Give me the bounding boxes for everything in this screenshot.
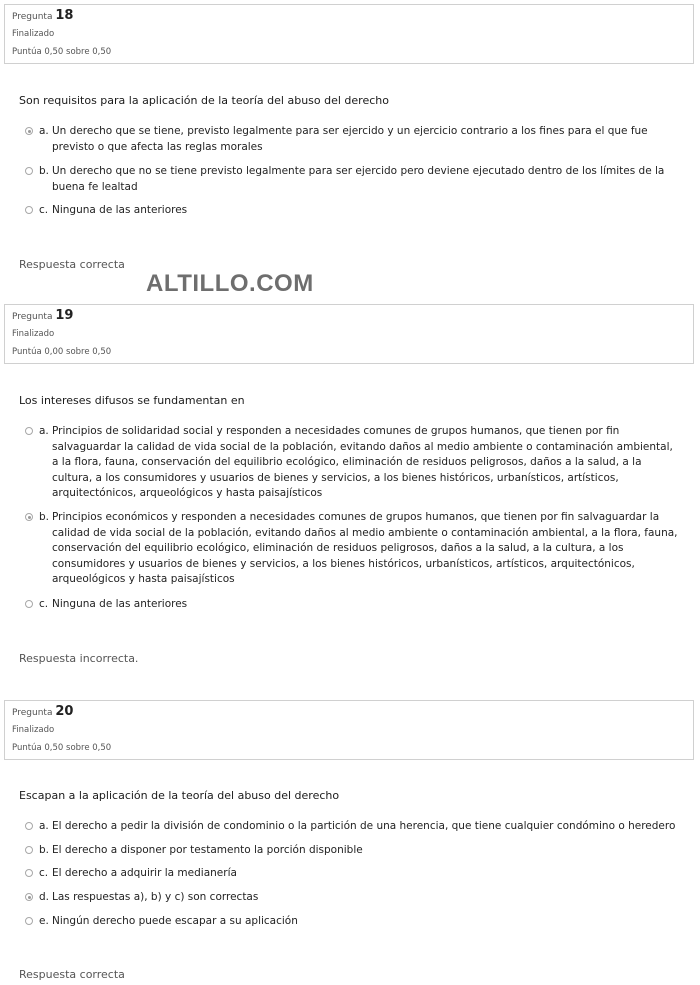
question-label: Pregunta 18 <box>12 8 74 23</box>
question-text: Los intereses difusos se fundamentan en <box>19 394 245 407</box>
question-label: Pregunta 20 <box>12 704 74 719</box>
radio-selected-icon[interactable] <box>25 513 33 521</box>
answer-option-a[interactable]: a. Un derecho que se tiene, previsto legalmente para ser ejercido y un ejercicio contrario a los fines para el que fue previsto o que afecta las reglas morales <box>25 124 680 155</box>
answer-option-b[interactable]: b. Principios económicos y responden a necesidades comunes de grupos humanos, que tienen por fin salvaguardar la calidad de vida social de la población, evitando daños al medio ambiente o contaminación ambiental, a la flora, fauna, conservación del equilibrio ecológico, eliminación de residuos peligrosos, daños a la salud, a la cultura, a los consumidores y usuarios de bienes y servicios, a los bienes históricos, urbanísticos, artísticos, arquitectónicos, arqueológicos y hasta paisajísticos <box>25 510 680 588</box>
question-grade: Puntúa 0,50 sobre 0,50 <box>12 47 112 57</box>
answer-option-e[interactable]: e. Ningún derecho puede escapar a su aplicación <box>25 914 680 930</box>
radio-icon[interactable] <box>25 822 33 830</box>
question-state: Finalizado <box>12 725 55 735</box>
question-text: Escapan a la aplicación de la teoría del abuso del derecho <box>19 789 340 802</box>
question-number: 20 <box>55 704 74 719</box>
radio-icon[interactable] <box>25 427 33 435</box>
answer-option-b[interactable]: b. El derecho a disponer por testamento la porción disponible <box>25 843 680 859</box>
radio-icon[interactable] <box>25 600 33 608</box>
answer-option-a[interactable]: a. El derecho a pedir la división de condominio o la partición de una herencia, que tiene cualquier condómino o heredero <box>25 819 680 835</box>
question-feedback: Respuesta correcta <box>19 258 125 271</box>
question-18-info <box>4 4 694 64</box>
radio-selected-icon[interactable] <box>25 893 33 901</box>
question-20-info <box>4 700 694 760</box>
answer-option-c[interactable]: c. Ninguna de las anteriores <box>25 597 680 613</box>
answer-option-b[interactable]: b. Un derecho que no se tiene previsto legalmente para ser ejercido pero deviene ejecutado dentro de los límites de la buena fe lealtad <box>25 164 680 195</box>
radio-selected-icon[interactable] <box>25 127 33 135</box>
question-state: Finalizado <box>12 29 55 39</box>
radio-icon[interactable] <box>25 206 33 214</box>
radio-icon[interactable] <box>25 846 33 854</box>
question-19-info <box>4 304 694 364</box>
question-number: 18 <box>55 8 74 23</box>
answer-option-c[interactable]: c. El derecho a adquirir la medianería <box>25 866 680 882</box>
question-feedback: Respuesta correcta <box>19 968 125 981</box>
answer-option-c[interactable]: c. Ninguna de las anteriores <box>25 203 680 219</box>
question-label: Pregunta 19 <box>12 308 74 323</box>
radio-icon[interactable] <box>25 167 33 175</box>
radio-icon[interactable] <box>25 869 33 877</box>
question-text: Son requisitos para la aplicación de la teoría del abuso del derecho <box>19 94 389 107</box>
question-grade: Puntúa 0,00 sobre 0,50 <box>12 347 112 357</box>
answer-option-a[interactable]: a. Principios de solidaridad social y responden a necesidades comunes de grupos humanos, que tienen por fin salvaguardar la calidad de vida social de la población, evitando daños al medio ambiente o contaminación ambiental, a la flora, fauna, conservación del equilibrio ecológico, eliminación de residuos peligrosos, daños a la salud, a la cultura, a los consumidores y usuarios de bienes y servicios, a los bienes históricos, urbanísticos, artísticos, arquitectónicos, arqueológicos y hasta paisajísticos <box>25 424 680 502</box>
radio-icon[interactable] <box>25 917 33 925</box>
question-state: Finalizado <box>12 329 55 339</box>
question-feedback: Respuesta incorrecta. <box>19 652 139 665</box>
answer-option-d[interactable]: d. Las respuestas a), b) y c) son correctas <box>25 890 680 906</box>
question-grade: Puntúa 0,50 sobre 0,50 <box>12 743 112 753</box>
watermark-logo: ALTILLO.COM <box>146 270 314 297</box>
question-number: 19 <box>55 308 74 323</box>
